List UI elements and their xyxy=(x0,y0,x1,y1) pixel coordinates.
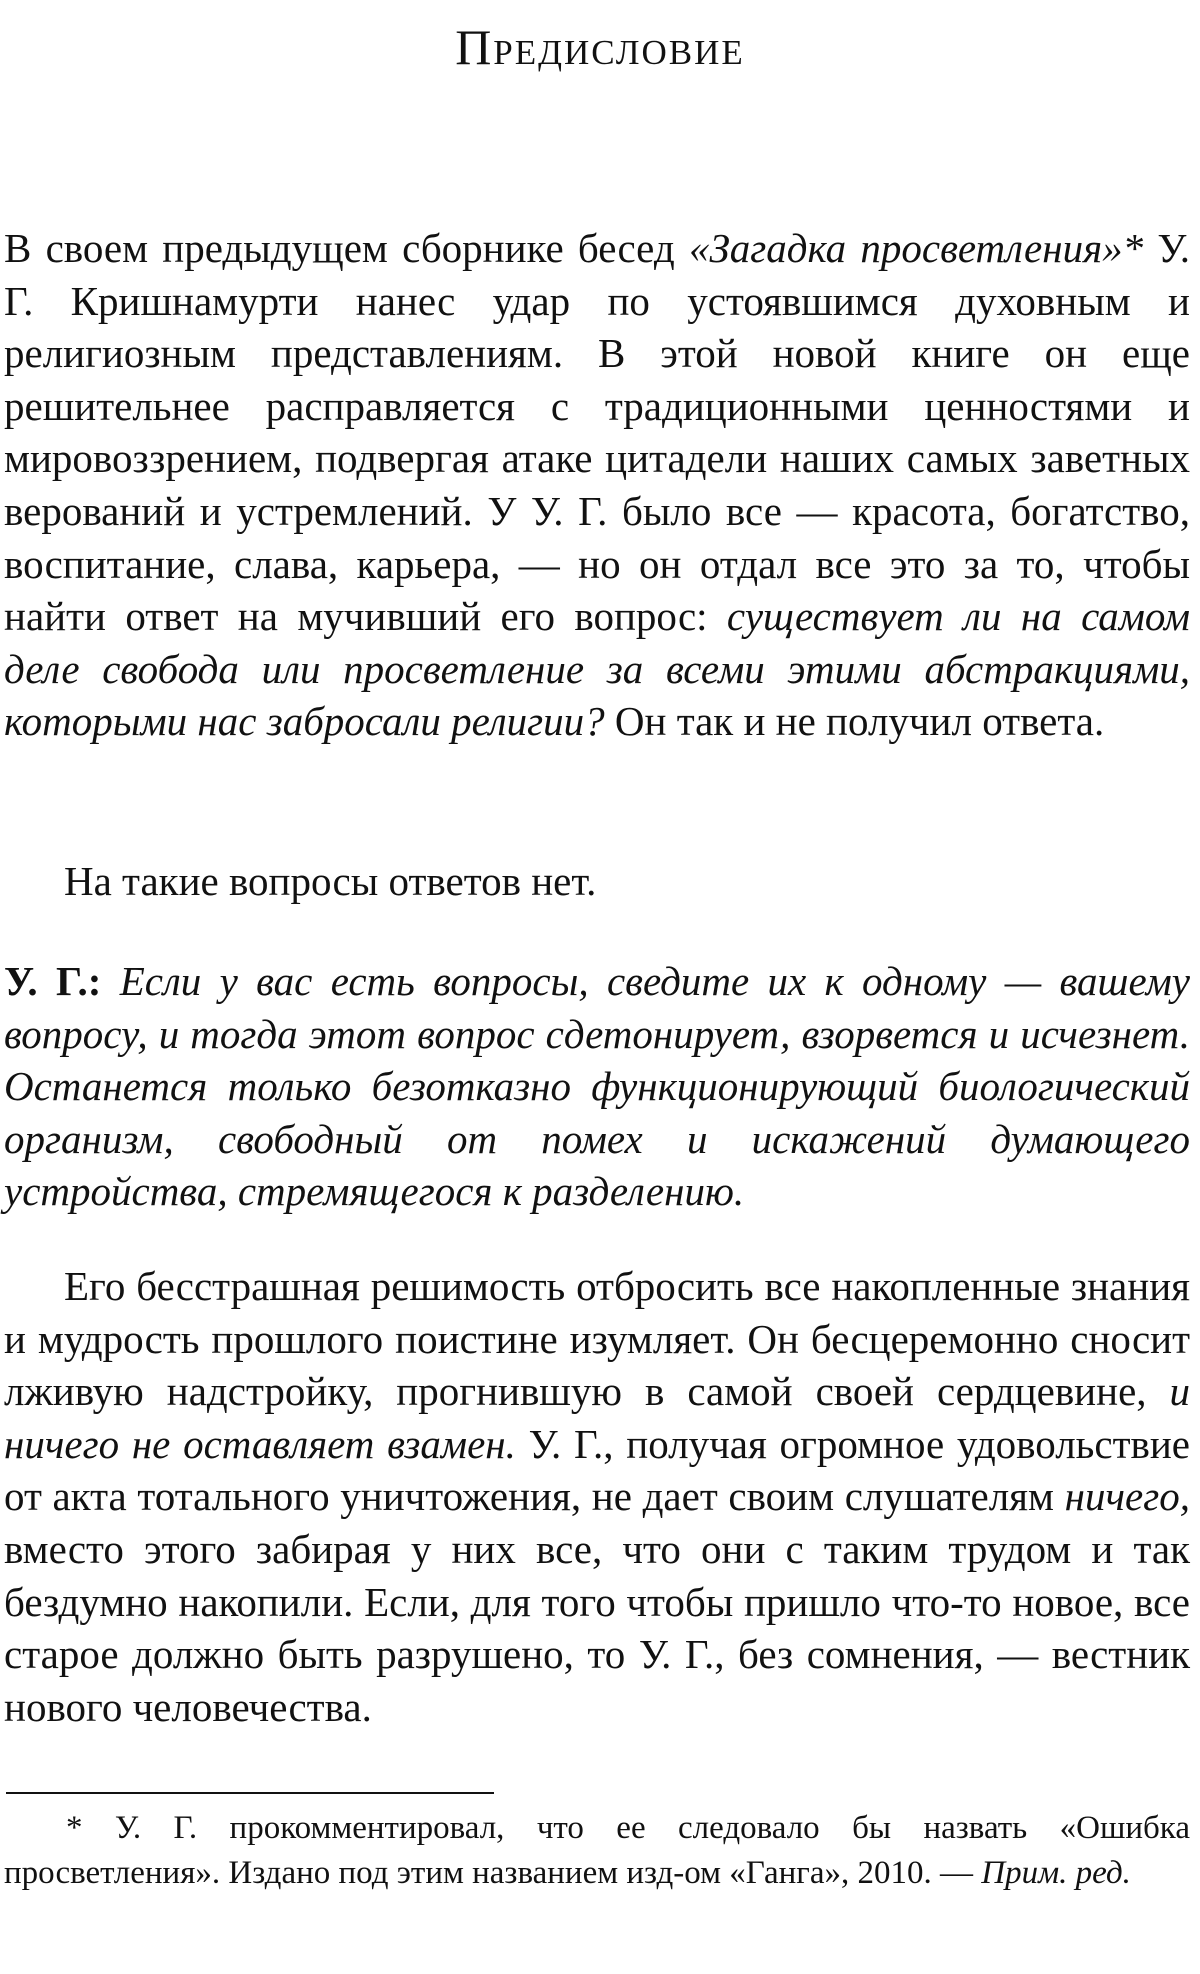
emphasis-nothing-in-return: и ничего не оставляет взамен. xyxy=(4,1368,1190,1467)
paragraph-resolve-text-a: Его бесстрашная решимость отбросить все накопленные знания и мудрость прошлого поистине изумляет. Он бесцеремонно сносит лживую надстройку, прогнившую в самой своей сердцевине, xyxy=(4,1263,1190,1415)
editor-note: Прим. ред. xyxy=(981,1855,1131,1891)
book-title: «Загадка просветления»* xyxy=(688,225,1144,271)
quote-speaker: У. Г.: xyxy=(4,958,102,1004)
paragraph-resolve-text-b: У. Г., получая огромное удовольствие от акта тотального уничтожения, не дает своим слушателям xyxy=(4,1420,1190,1520)
paragraph-intro xyxy=(4,222,1190,748)
key-question: существует ли на самом деле свобода или просветление за всеми этими абстракциями, которыми нас забросали религии? xyxy=(4,593,1190,745)
paragraph-resolve-text-c: вместо этого забирая у них все, что они с таким трудом и так бездумно накопили. Если, для того чтобы пришло что-то новое, все старое должно быть разрушено, то У. Г., без сомнения, — вестник нового человечества. xyxy=(4,1525,1190,1730)
page-title: Предисловие xyxy=(455,19,745,75)
quote-block xyxy=(4,955,1190,1218)
footnote xyxy=(4,1806,1190,1896)
paragraph-intro-text-b: У. Г. Кришнамурти нанес удар по устоявшимся духовным и религиозным представлениям. В этой новой книге он еще решительнее расправляется с традиционными ценностями и мировоззрением, подвергая атаке цитадели наших самых заветных верований и устремлений. У У. Г. было все — красота, богатство, воспитание, слава, карьера, — но он отдал все это за то, чтобы найти ответ на мучивший его вопрос: xyxy=(4,225,1191,640)
paragraph-intro-text-a: В своем предыдущем сборнике бесед xyxy=(4,225,689,271)
footnote-divider xyxy=(6,1792,494,1794)
paragraph-resolve xyxy=(4,1260,1190,1733)
paragraph-no-answers: На такие вопросы ответов нет. xyxy=(64,858,597,904)
emphasis-nothing: ничего, xyxy=(1064,1473,1190,1520)
paragraph-intro-text-c: Он так и не получил ответа. xyxy=(604,698,1105,745)
quote-text: Если у вас есть вопросы, сведите их к одному — вашему вопросу, и тогда этот вопрос сдетонирует, взорвется и исчезнет. Останется только безотказно функционирующий биологический организм, свободный от помех и искажений думающего устройства, стремящегося к разделению. xyxy=(4,958,1190,1215)
footnote-text: * У. Г. прокомментировал, что ее следовало бы назвать «Ошибка просветления». Издано под этим названием изд-ом «Ганга», 2010. — xyxy=(4,1810,1190,1891)
